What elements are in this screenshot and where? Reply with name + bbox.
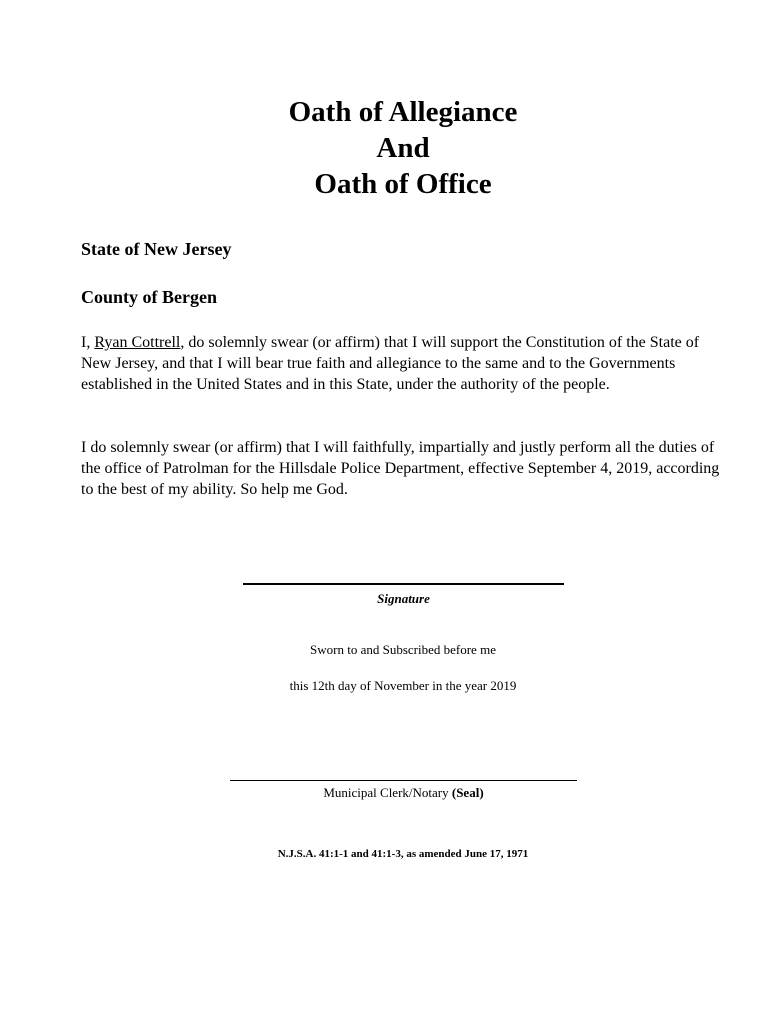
sworn-line-1: Sworn to and Subscribed before me: [310, 642, 496, 657]
document-title: [0, 94, 770, 202]
signature-line: [243, 583, 564, 585]
affiant-name: Ryan Cottrell: [94, 334, 181, 351]
allegiance-body: , do solemnly swear (or affirm) that I will support the Constitution of the State of New Jersey, and that I will bear true faith and allegiance to the same and to the Governments established in the United States and in this State, under the authority of the people.: [81, 334, 700, 393]
office-paragraph: I do solemnly swear (or affirm) that I will faithfully, impartially and justly perform all the duties of the office of Patrolman for the Hillsdale Police Department, effective September 4, 2019, according to the best of my ability. So help me God.: [81, 439, 720, 498]
signature-label: Signature: [377, 591, 430, 606]
clerk-title: Municipal Clerk/Notary: [323, 785, 452, 800]
county-heading: County of Bergen: [81, 287, 217, 307]
sworn-line-2: this 12th day of November in the year 2019: [289, 678, 517, 693]
clerk-signature-line: [230, 780, 577, 781]
state-heading: State of New Jersey: [81, 239, 232, 259]
title-line-3: Oath of Office: [314, 168, 492, 200]
clerk-seal: (Seal): [451, 785, 484, 800]
allegiance-paragraph: [81, 332, 721, 395]
clerk-label: [230, 785, 577, 801]
title-line-2: And: [376, 132, 430, 164]
title-line-1: Oath of Allegiance: [288, 96, 518, 128]
statute-reference: N.J.S.A. 41:1-1 and 41:1-3, as amended June 17, 1971: [277, 848, 529, 860]
allegiance-prefix: I,: [81, 334, 95, 351]
